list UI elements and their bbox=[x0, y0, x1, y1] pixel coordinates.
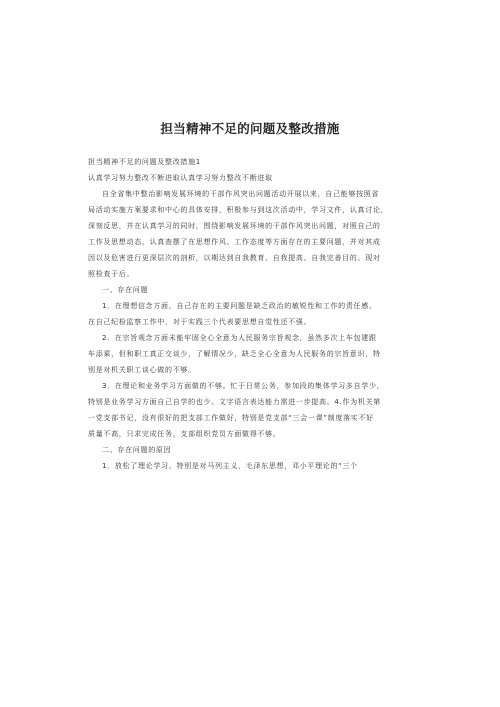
paragraph-item-3 bbox=[88, 378, 420, 442]
document-body bbox=[88, 154, 420, 474]
paragraph-item-2 bbox=[88, 330, 420, 378]
paragraph-item-1 bbox=[88, 298, 420, 330]
text-line: 工作及思想动态，认真查摆了在思想作风、工作态度等方面存在的主要问题，并对其成 bbox=[88, 238, 381, 246]
section-heading bbox=[88, 442, 420, 458]
subtitle-line bbox=[88, 154, 420, 170]
subtitle-line bbox=[88, 170, 420, 186]
text-line: 在自己纪检监察工作中，对于实践三个代表要思想自觉性还不强。 bbox=[88, 318, 312, 326]
section-heading bbox=[88, 282, 420, 298]
text-line: 因以及危害进行更深层次的剖析，以期达到自我教育、自我提高、自我完善目的。现对 bbox=[88, 254, 381, 262]
text-line: 一、存在问题 bbox=[102, 286, 149, 294]
paragraph-intro bbox=[88, 186, 420, 282]
text-line: 认真学习努力整改不断进取认真学习努力整改不断进取 bbox=[88, 174, 273, 182]
text-line: 担当精神不足的问题及整改措施1 bbox=[88, 158, 201, 166]
text-line: 照检查于后。 bbox=[88, 270, 135, 278]
text-line: 1．在理想信念方面，自己存在的主要问题是缺乏政治的敏锐性和工作的责任感。 bbox=[102, 302, 377, 310]
text-line: 3．在理论和业务学习方面做的不够。忙于日常公务，参加段的集体学习多自学少， bbox=[102, 382, 385, 390]
text-line: 局活动实施方案要求和中心的具体安排，积极参与到这次活动中，学习文件，认真讨论， bbox=[88, 206, 389, 214]
paragraph-cause-1 bbox=[88, 458, 420, 474]
text-line: 自全省集中整治影响发展环境的干部作风突出问题活动开展以来，自己能够按照省 bbox=[102, 190, 380, 198]
text-line: 2．在宗旨观念方面未能牢固全心全意为人民服务宗旨观念，虽然多次上车包建跟 bbox=[102, 334, 377, 342]
document-title: 担当精神不足的问题及整改措施 bbox=[160, 121, 340, 136]
text-line: 一党支部书记，没有很好的把支部工作做好，特别是党支部“三会一课”制度落实不好 bbox=[88, 414, 374, 422]
text-line: 深刻反思，并在认真学习的同时，围绕影响发展环境的干部作风突出问题，对照自己的 bbox=[88, 222, 381, 230]
text-line: 1．放松了理论学习、特别是对马列主义，毛泽东思想，邓小平理论的“三个 bbox=[102, 462, 358, 470]
text-line: 二、存在问题的原因 bbox=[102, 446, 172, 454]
text-line: 质量不高，只求完成任务，支部组织党员方面做得不够。 bbox=[88, 430, 281, 438]
text-line: 别是对机关职工谈心做的不够。 bbox=[88, 366, 196, 374]
text-line: 车添乘，但和职工真正交谈少，了解情况少，缺乏全心全意为人民服务的宗旨意识，特 bbox=[88, 350, 381, 358]
text-line: 特别是业务学习方面自己自学的也少。文字语言表达能力需进一步提高。4.作为机关第 bbox=[88, 398, 381, 406]
